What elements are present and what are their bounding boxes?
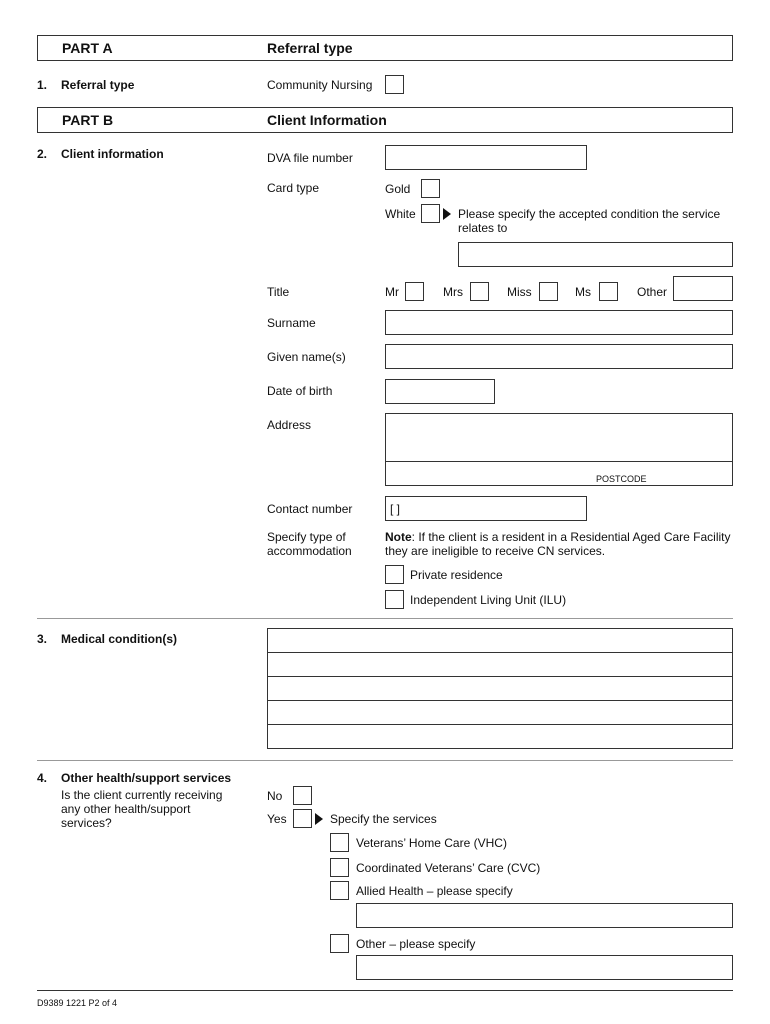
specify-services-label: Specify the services: [330, 812, 437, 826]
surname-field[interactable]: [385, 310, 733, 335]
q4-number: 4.: [37, 771, 48, 785]
given-names-field[interactable]: [385, 344, 733, 369]
private-residence-checkbox[interactable]: [385, 565, 404, 584]
title-miss-label: Miss: [507, 285, 532, 299]
cvc-checkbox[interactable]: [330, 858, 349, 877]
allied-health-field[interactable]: [356, 903, 733, 928]
surname-label: Surname: [267, 316, 316, 330]
note-bold: Note: [385, 530, 412, 544]
dva-file-number-label: DVA file number: [267, 151, 353, 165]
q3-label: Medical condition(s): [61, 632, 178, 646]
address-field-line-1[interactable]: [385, 413, 733, 438]
title-ms-checkbox[interactable]: [599, 282, 618, 301]
title-miss-checkbox[interactable]: [539, 282, 558, 301]
gold-checkbox[interactable]: [421, 179, 440, 198]
allied-health-checkbox[interactable]: [330, 881, 349, 900]
medical-condition-line-5[interactable]: [267, 724, 733, 749]
accepted-condition-field[interactable]: [458, 242, 733, 267]
medical-condition-line-1[interactable]: [267, 628, 733, 653]
note-text: : If the client is a resident in a Residential Aged Care Facility they are ineligible to receive CN services.: [385, 530, 731, 558]
address-label: Address: [267, 418, 312, 432]
vhc-label: Veterans’ Home Care (VHC): [356, 836, 507, 850]
divider-q3-q4: [37, 760, 733, 761]
yes-checkbox[interactable]: [293, 809, 312, 828]
q3-number: 3.: [37, 632, 48, 646]
contact-number-label: Contact number: [267, 502, 353, 516]
medical-condition-line-4[interactable]: [267, 700, 733, 725]
no-checkbox[interactable]: [293, 786, 312, 805]
allied-health-label: Allied Health – please specify: [356, 884, 513, 898]
address-field-line-3[interactable]: [385, 461, 733, 486]
q1-label: Referral type: [61, 78, 135, 92]
given-names-label: Given name(s): [267, 350, 346, 364]
address-field-line-2[interactable]: [385, 437, 733, 462]
q4-question: Is the client currently receiving any other health/support services?: [61, 788, 223, 830]
arrow-right-icon: [315, 813, 323, 825]
part-b-title: Client Information: [267, 112, 387, 128]
q2-number: 2.: [37, 147, 48, 161]
part-a-title: Referral type: [267, 40, 353, 56]
medical-condition-line-2[interactable]: [267, 652, 733, 677]
q1-number: 1.: [37, 78, 48, 92]
title-mrs-checkbox[interactable]: [470, 282, 489, 301]
other-services-field[interactable]: [356, 955, 733, 980]
title-mrs-label: Mrs: [443, 285, 463, 299]
community-nursing-label: Community Nursing: [267, 78, 373, 92]
accommodation-label: Specify type of accommodation: [267, 530, 352, 558]
title-other-label: Other: [637, 285, 668, 299]
title-mr-label: Mr: [385, 285, 399, 299]
white-card-note: Please specify the accepted condition the service relates to: [458, 207, 721, 235]
medical-condition-line-3[interactable]: [267, 676, 733, 701]
postcode-label: POSTCODE: [596, 474, 647, 484]
title-ms-label: Ms: [575, 285, 591, 299]
divider-q2-q3: [37, 618, 733, 619]
contact-number-field[interactable]: [385, 496, 587, 521]
dob-field[interactable]: [385, 379, 495, 404]
other-services-checkbox[interactable]: [330, 934, 349, 953]
part-a-label: PART A: [62, 40, 113, 56]
ilu-label: Independent Living Unit (ILU): [410, 593, 567, 607]
private-residence-label: Private residence: [410, 568, 503, 582]
white-checkbox[interactable]: [421, 204, 440, 223]
title-label: Title: [267, 285, 290, 299]
arrow-right-icon: [443, 208, 451, 220]
gold-label: Gold: [385, 182, 411, 196]
footer-code: D9389 1221 P2 of 4: [37, 998, 118, 1008]
other-services-label: Other – please specify: [356, 937, 476, 951]
title-other-field[interactable]: [673, 276, 733, 301]
q2-label: Client information: [61, 147, 164, 161]
dva-file-number-field[interactable]: [385, 145, 587, 170]
accommodation-note: [385, 530, 735, 558]
title-mr-checkbox[interactable]: [405, 282, 424, 301]
part-b-label: PART B: [62, 112, 114, 128]
footer-divider: [37, 990, 733, 991]
vhc-checkbox[interactable]: [330, 833, 349, 852]
dob-label: Date of birth: [267, 384, 333, 398]
card-type-label: Card type: [267, 181, 320, 195]
part-a-header: [37, 35, 733, 61]
white-label: White: [385, 207, 416, 221]
yes-label: Yes: [267, 812, 287, 826]
community-nursing-checkbox[interactable]: [385, 75, 404, 94]
ilu-checkbox[interactable]: [385, 590, 404, 609]
no-label: No: [267, 789, 283, 803]
contact-area-code-brackets: [ ]: [390, 502, 401, 516]
q4-label: Other health/support services: [61, 771, 232, 785]
cvc-label: Coordinated Veterans’ Care (CVC): [356, 861, 541, 875]
